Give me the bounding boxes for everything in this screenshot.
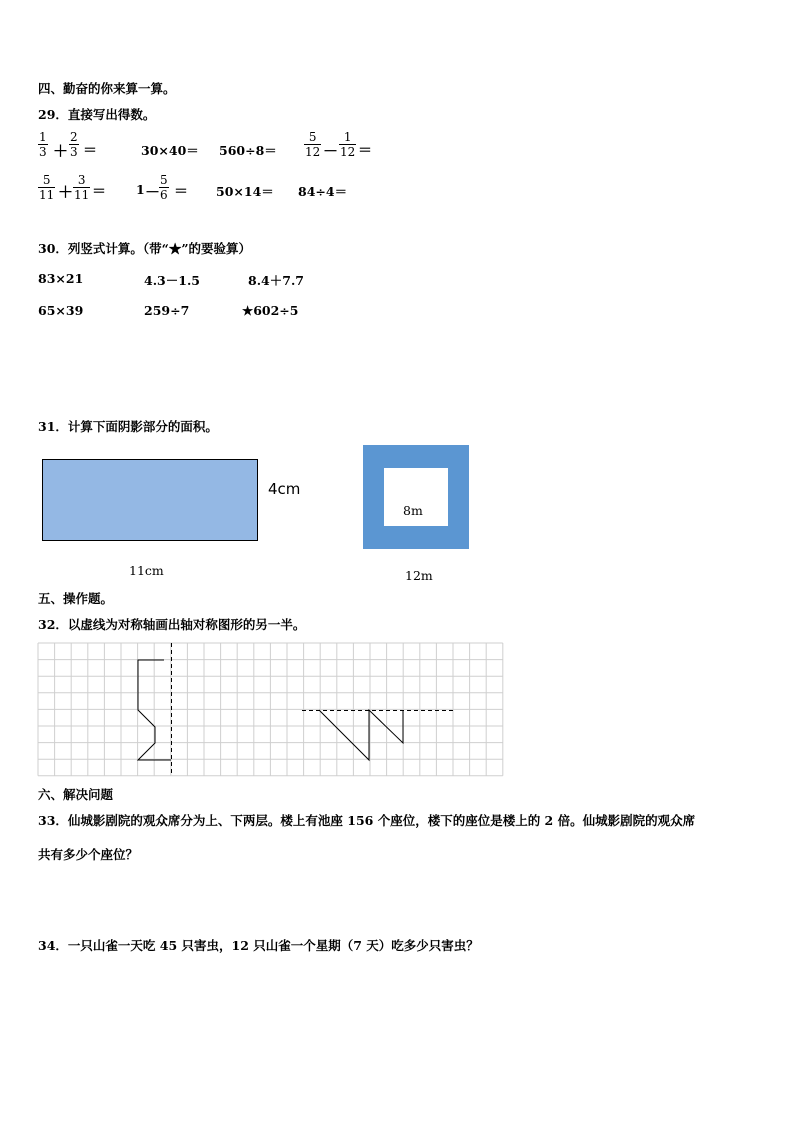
q33-line2: 共有多少个座位？ [38, 847, 139, 862]
denominator: 12 [340, 145, 356, 159]
numerator: 1 [39, 130, 47, 144]
section5-title: 五、操作题。 [38, 591, 114, 606]
rect-width-label: 11cm [129, 563, 164, 578]
expr-259div7: 259÷7 [144, 303, 190, 318]
numerator: 5 [160, 173, 168, 187]
denominator: 6 [160, 188, 168, 202]
expr-30x40: 30×40＝ [141, 143, 199, 158]
expr-50x14: 50×14＝ [216, 184, 274, 199]
equals-sign: ＝ [174, 184, 188, 200]
denominator: 11 [39, 188, 55, 202]
numerator: 2 [70, 130, 78, 144]
expr-8.4+7.7: 8.4＋7.7 [248, 273, 304, 288]
half-shape-right [319, 710, 403, 760]
numerator: 5 [308, 130, 317, 144]
minus-sign: － [145, 183, 161, 201]
minus-sign: － [323, 142, 339, 160]
numerator: 1 [343, 130, 352, 144]
numerator: 3 [77, 173, 86, 187]
outer-square-label: 12m [405, 568, 433, 583]
expr-star-602div5: ★602÷5 [242, 303, 299, 318]
denominator: 3 [70, 145, 78, 159]
q29-title: 29．直接写出得数。 [38, 107, 156, 122]
denominator: 12 [305, 145, 321, 159]
inner-square-label: 8m [403, 503, 423, 518]
one: 1 [136, 182, 145, 197]
q34-text: 34．一只山雀一天吃 45 只害虫，12 只山雀一个星期（7 天）吃多少只害虫？ [38, 938, 479, 953]
section4-title: 四、勤奋的你来算一算。 [38, 81, 176, 96]
plus-sign: ＋ [53, 142, 69, 160]
expr-4.3-1.5: 4.3－1.5 [144, 273, 200, 288]
q31-title: 31．计算下面阴影部分的面积。 [38, 419, 218, 434]
section6-title: 六、解决问题 [38, 787, 114, 802]
expr-83x21: 83×21 [38, 271, 84, 286]
numerator: 5 [42, 173, 51, 187]
q30-title: 30．列竖式计算。（带“★”的要验算） [38, 241, 252, 256]
q32-title: 32．以虚线为对称轴画出轴对称图形的另一半。 [38, 617, 306, 632]
q33-line1: 33．仙城影剧院的观众席分为上、下两层。楼上有池座 156 个座位，楼下的座位是楼上的 2 倍。仙城影剧院的观众席 [38, 813, 696, 828]
plus-sign: ＋ [58, 183, 74, 201]
expr-560div8: 560÷8＝ [219, 143, 277, 158]
rect-height-label: 4cm [268, 480, 301, 498]
equals-sign: ＝ [83, 143, 97, 159]
equals-sign: ＝ [358, 143, 372, 159]
denominator: 11 [74, 188, 90, 202]
expr-65x39: 65×39 [38, 303, 84, 318]
expr-84div4: 84÷4＝ [298, 184, 348, 199]
equals-sign: ＝ [92, 184, 106, 200]
denominator: 3 [39, 145, 47, 159]
